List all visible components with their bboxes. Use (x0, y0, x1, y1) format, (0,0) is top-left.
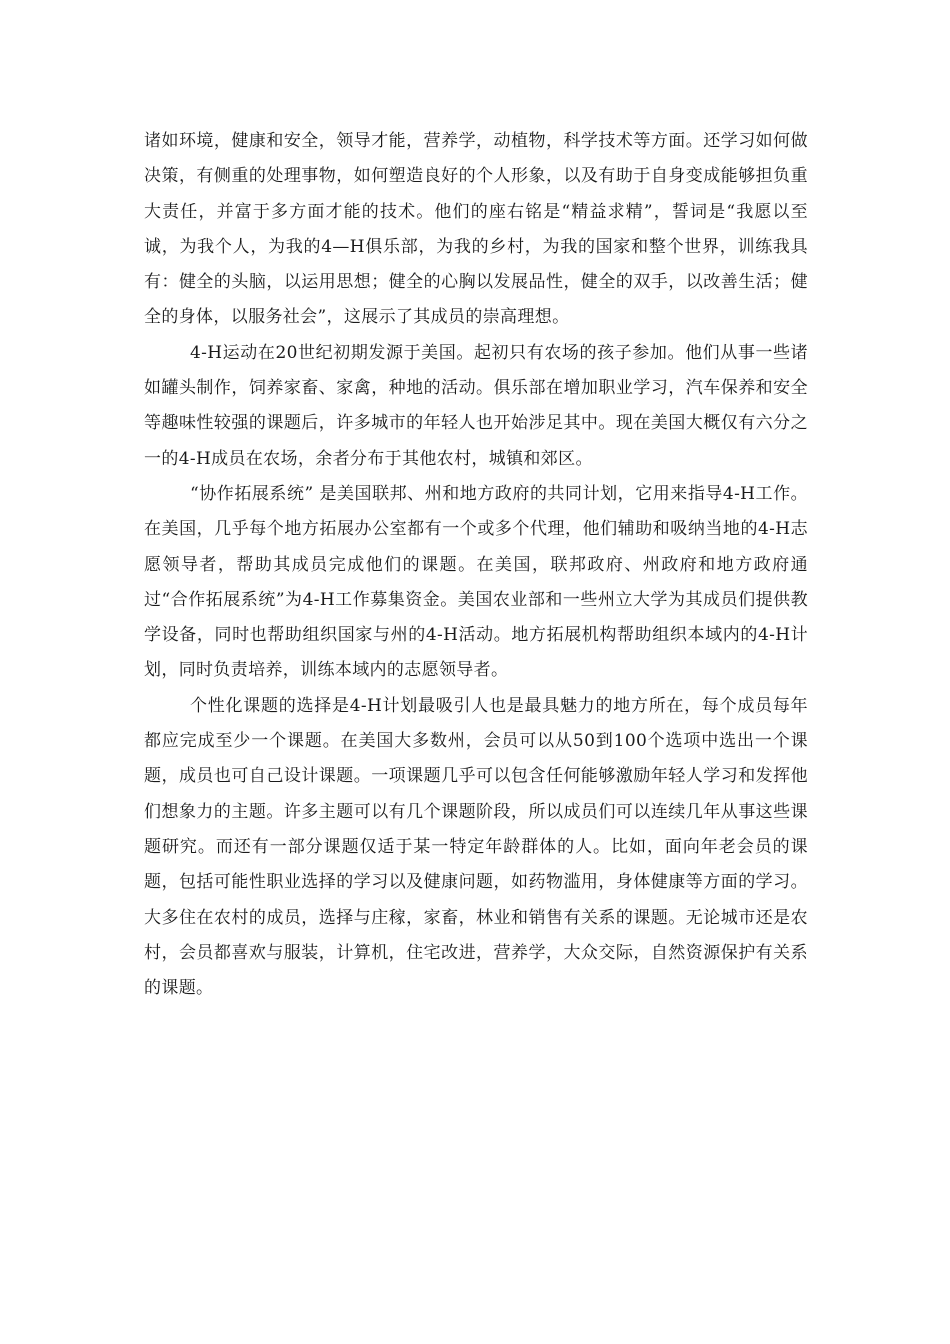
document-body (144, 124, 808, 1006)
paragraph-environment-health: 诸如环境，健康和安全，领导才能，营养学，动植物，科学技术等方面。还学习如何做决策，有侧重的处理事物，如何塑造良好的个人形象，以及有助于自身变成能够担负重大责任，并富于多方面才能的技术。他们的座右铭是“精益求精”，誓词是“我愿以至诚，为我个人，为我的4—H俱乐部，为我的乡村，为我的国家和整个世界，训练我具有：健全的头脑，以运用思想；健全的心胸以发展品性，健全的双手，以改善生活；健全的身体，以服务社会”，这展示了其成员的崇高理想。 (144, 131, 808, 328)
paragraph-cooperative-extension: “协作拓展系统” 是美国联邦、州和地方政府的共同计划，它用来指导4-H工作。在美国，几乎每个地方拓展办公室都有一个或多个代理，他们辅助和吸纳当地的4-H志愿领导者，帮助其成员完成他们的课题。在美国，联邦政府、州政府和地方政府通过“合作拓展系统”为4-H工作募集资金。美国农业部和一些州立大学为其成员们提供教学设备，同时也帮助组织国家与州的4-H活动。地方拓展机构帮助组织本域内的4-H计划，同时负责培养，训练本域内的志愿领导者。 (144, 483, 808, 681)
paragraph-4h-origin: 4-H运动在20世纪初期发源于美国。起初只有农场的孩子参加。他们从事一些诸如罐头制作，饲养家畜、家禽，种地的活动。俱乐部在增加职业学习，汽车保养和安全等趣味性较强的课题后，许多城市的年轻人也开始涉足其中。现在美国大概仅有六分之一的4-H成员在农场，余者分布于其他农村，城镇和郊区。 (144, 342, 808, 469)
paragraph-personal-projects: 个性化课题的选择是4-H计划最吸引人也是最具魅力的地方所在，每个成员每年都应完成至少一个课题。在美国大多数州，会员可以从50到100个选项中选出一个课题，成员也可自己设计课题。一项课题几乎可以包含任何能够激励年轻人学习和发挥他们想象力的主题。许多主题可以有几个课题阶段，所以成员们可以连续几年从事这些课题研究。而还有一部分课题仅适于某一特定年龄群体的人。比如，面向年老会员的课题，包括可能性职业选择的学习以及健康问题，如药物滥用，身体健康等方面的学习。大多住在农村的成员，选择与庄稼，家畜，林业和销售有关系的课题。无论城市还是农村，会员都喜欢与服装，计算机，住宅改进，营养学，大众交际，自然资源保护有关系的课题。 (144, 695, 808, 999)
